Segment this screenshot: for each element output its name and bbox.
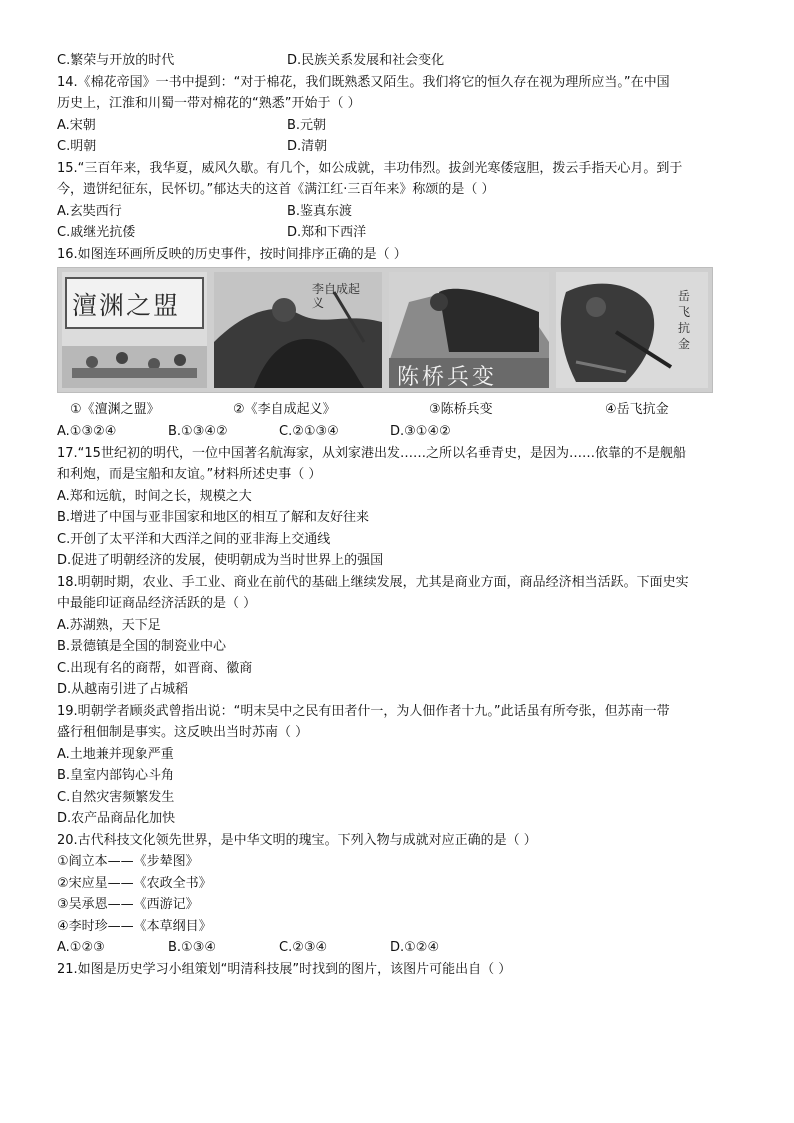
q18-option-b[interactable]: B.景德镇是全国的制瓷业中心 (57, 639, 227, 654)
q20-option-a[interactable]: A.①②③ (57, 940, 105, 955)
q19-stem-line-2: 盛行租佃制是事实。这反映出当时苏南（ ） (57, 725, 309, 740)
q14-option-d[interactable]: D.清朝 (287, 139, 328, 154)
comic-panel-3 (389, 272, 549, 388)
q17-option-b[interactable]: B.增进了中国与亚非国家和地区的相互了解和友好往来 (57, 510, 370, 525)
q16-stem: 16.如图连环画所反映的历史事件，按时间排序正确的是（ ） (57, 246, 407, 262)
q13-option-c[interactable]: C.繁荣与开放的时代 (57, 53, 175, 68)
q15-options-cd (57, 222, 737, 244)
q19-option-b[interactable]: B.皇室内部钩心斗角 (57, 768, 175, 783)
exam-page (57, 50, 737, 980)
q18-option-d[interactable]: D.从越南引进了占城稻 (57, 682, 189, 697)
q13-options-cd (57, 50, 737, 72)
q20-option-c[interactable]: C.②③④ (279, 940, 328, 955)
comic-panel-4 (556, 272, 708, 388)
q15-option-a[interactable]: A.玄奘西行 (57, 203, 122, 219)
q20-options (57, 937, 737, 959)
q16-captions (57, 399, 737, 421)
q16-caption-1: ①《澶渊之盟》 (70, 402, 160, 417)
panel-4-title: 岳飞抗金 (678, 289, 691, 351)
q15-stem-line-2: 今，遗饼纪征东，民怀切。”郁达夫的这首《满江红·三百年来》称颂的是（ ） (57, 182, 495, 197)
q15-option-c[interactable]: C.戚继光抗倭 (57, 225, 136, 240)
q15-stem-line-1: 15.“三百年来，我华夏，威风久歇。有几个，如公成就，丰功伟烈。拔剑光寒倭寇胆，拨云手指天心月。到于 (57, 160, 683, 176)
q18-stem-line-2: 中最能印证商品经济活跃的是（ ） (57, 596, 257, 611)
q21-stem: 21.如图是历史学习小组策划“明清科技展”时找到的图片，该图片可能出自（ ） (57, 961, 512, 977)
comic-panel-1 (62, 272, 207, 388)
q17-option-c[interactable]: C.开创了太平洋和大西洋之间的亚非海上交通线 (57, 531, 331, 547)
q18-stem-line-1: 18.明朝时期，农业、手工业、商业在前代的基础上继续发展，尤其是商业方面，商品经济相当活跃。下面史实 (57, 574, 689, 590)
q16-options (57, 421, 737, 443)
q20-item-2: ②宋应星——《农政全书》 (57, 875, 212, 891)
q14-stem-line-1: 14.《棉花帝国》一书中提到：“对于棉花，我们既熟悉又陌生。我们将它的恒久存在视为理所应当。”在中国 (57, 74, 670, 90)
q18-option-c[interactable]: C.出现有名的商帮，如晋商、徽商 (57, 660, 253, 676)
q17-option-d[interactable]: D.促进了明朝经济的发展，使明朝成为当时世界上的强国 (57, 553, 384, 568)
q19-option-c[interactable]: C.自然灾害频繁发生 (57, 789, 175, 805)
q20-stem: 20.古代科技文化领先世界，是中华文明的瑰宝。下列入物与成就对应正确的是（ ） (57, 832, 537, 848)
q16-option-b[interactable]: B.①③④② (168, 424, 228, 439)
panel-3-title: 陈桥兵变 (397, 365, 498, 388)
q20-option-b[interactable]: B.①③④ (168, 940, 217, 955)
q20-item-3: ③吴承恩——《西游记》 (57, 897, 199, 912)
q14-option-a[interactable]: A.宋朝 (57, 117, 96, 133)
panel-1-title: 澶渊之盟 (72, 291, 181, 320)
q19-option-d[interactable]: D.农产品商品化加快 (57, 811, 176, 826)
q18-option-a[interactable]: A.苏湖熟，天下足 (57, 617, 161, 633)
q20-item-4: ④李时珍——《本草纲目》 (57, 918, 212, 934)
q14-stem-line-2: 历史上，江淮和川蜀一带对棉花的“熟悉”开始于（ ） (57, 96, 361, 111)
comic-strip-image (57, 267, 713, 393)
comic-panel-2 (214, 272, 382, 388)
q16-caption-4: ④岳飞抗金 (605, 402, 669, 417)
q14-options-cd (57, 136, 737, 158)
q14-option-b[interactable]: B.元朝 (287, 117, 327, 133)
q20-item-1: ①阎立本——《步辇图》 (57, 854, 199, 869)
q15-options-ab (57, 201, 737, 223)
q19-stem-line-1: 19.明朝学者顾炎武曾指出说：“明末吴中之民有田者什一，为人佃作者十九。”此话虽有所夸张，但苏南一带 (57, 703, 670, 719)
q15-option-d[interactable]: D.郑和下西洋 (287, 225, 367, 240)
q16-option-a[interactable]: A.①③②④ (57, 424, 117, 439)
q16-option-d[interactable]: D.③①④② (390, 424, 451, 439)
q13-option-d[interactable]: D.民族关系发展和社会变化 (287, 53, 445, 68)
q17-stem-line-1: 17.“15世纪初的明代，一位中国著名航海家，从刘家港出发……之所以名垂青史，是因为……依靠的不是舰船 (57, 445, 686, 461)
q17-stem-line-2: 和利炮，而是宝船和友谊。”材料所述史事（ ） (57, 467, 322, 482)
q20-option-d[interactable]: D.①②④ (390, 940, 440, 955)
q19-option-a[interactable]: A.土地兼并现象严重 (57, 746, 174, 762)
q16-caption-3: ③陈桥兵变 (429, 402, 493, 417)
q16-option-c[interactable]: C.②①③④ (279, 424, 339, 439)
q15-option-b[interactable]: B.鉴真东渡 (287, 203, 353, 219)
panel-2-title: 李自成起义 (312, 282, 361, 310)
q14-option-c[interactable]: C.明朝 (57, 139, 97, 154)
q17-option-a[interactable]: A.郑和远航，时间之长，规模之大 (57, 488, 252, 504)
q14-options-ab (57, 115, 737, 137)
q16-caption-2: ②《李自成起义》 (233, 402, 336, 417)
